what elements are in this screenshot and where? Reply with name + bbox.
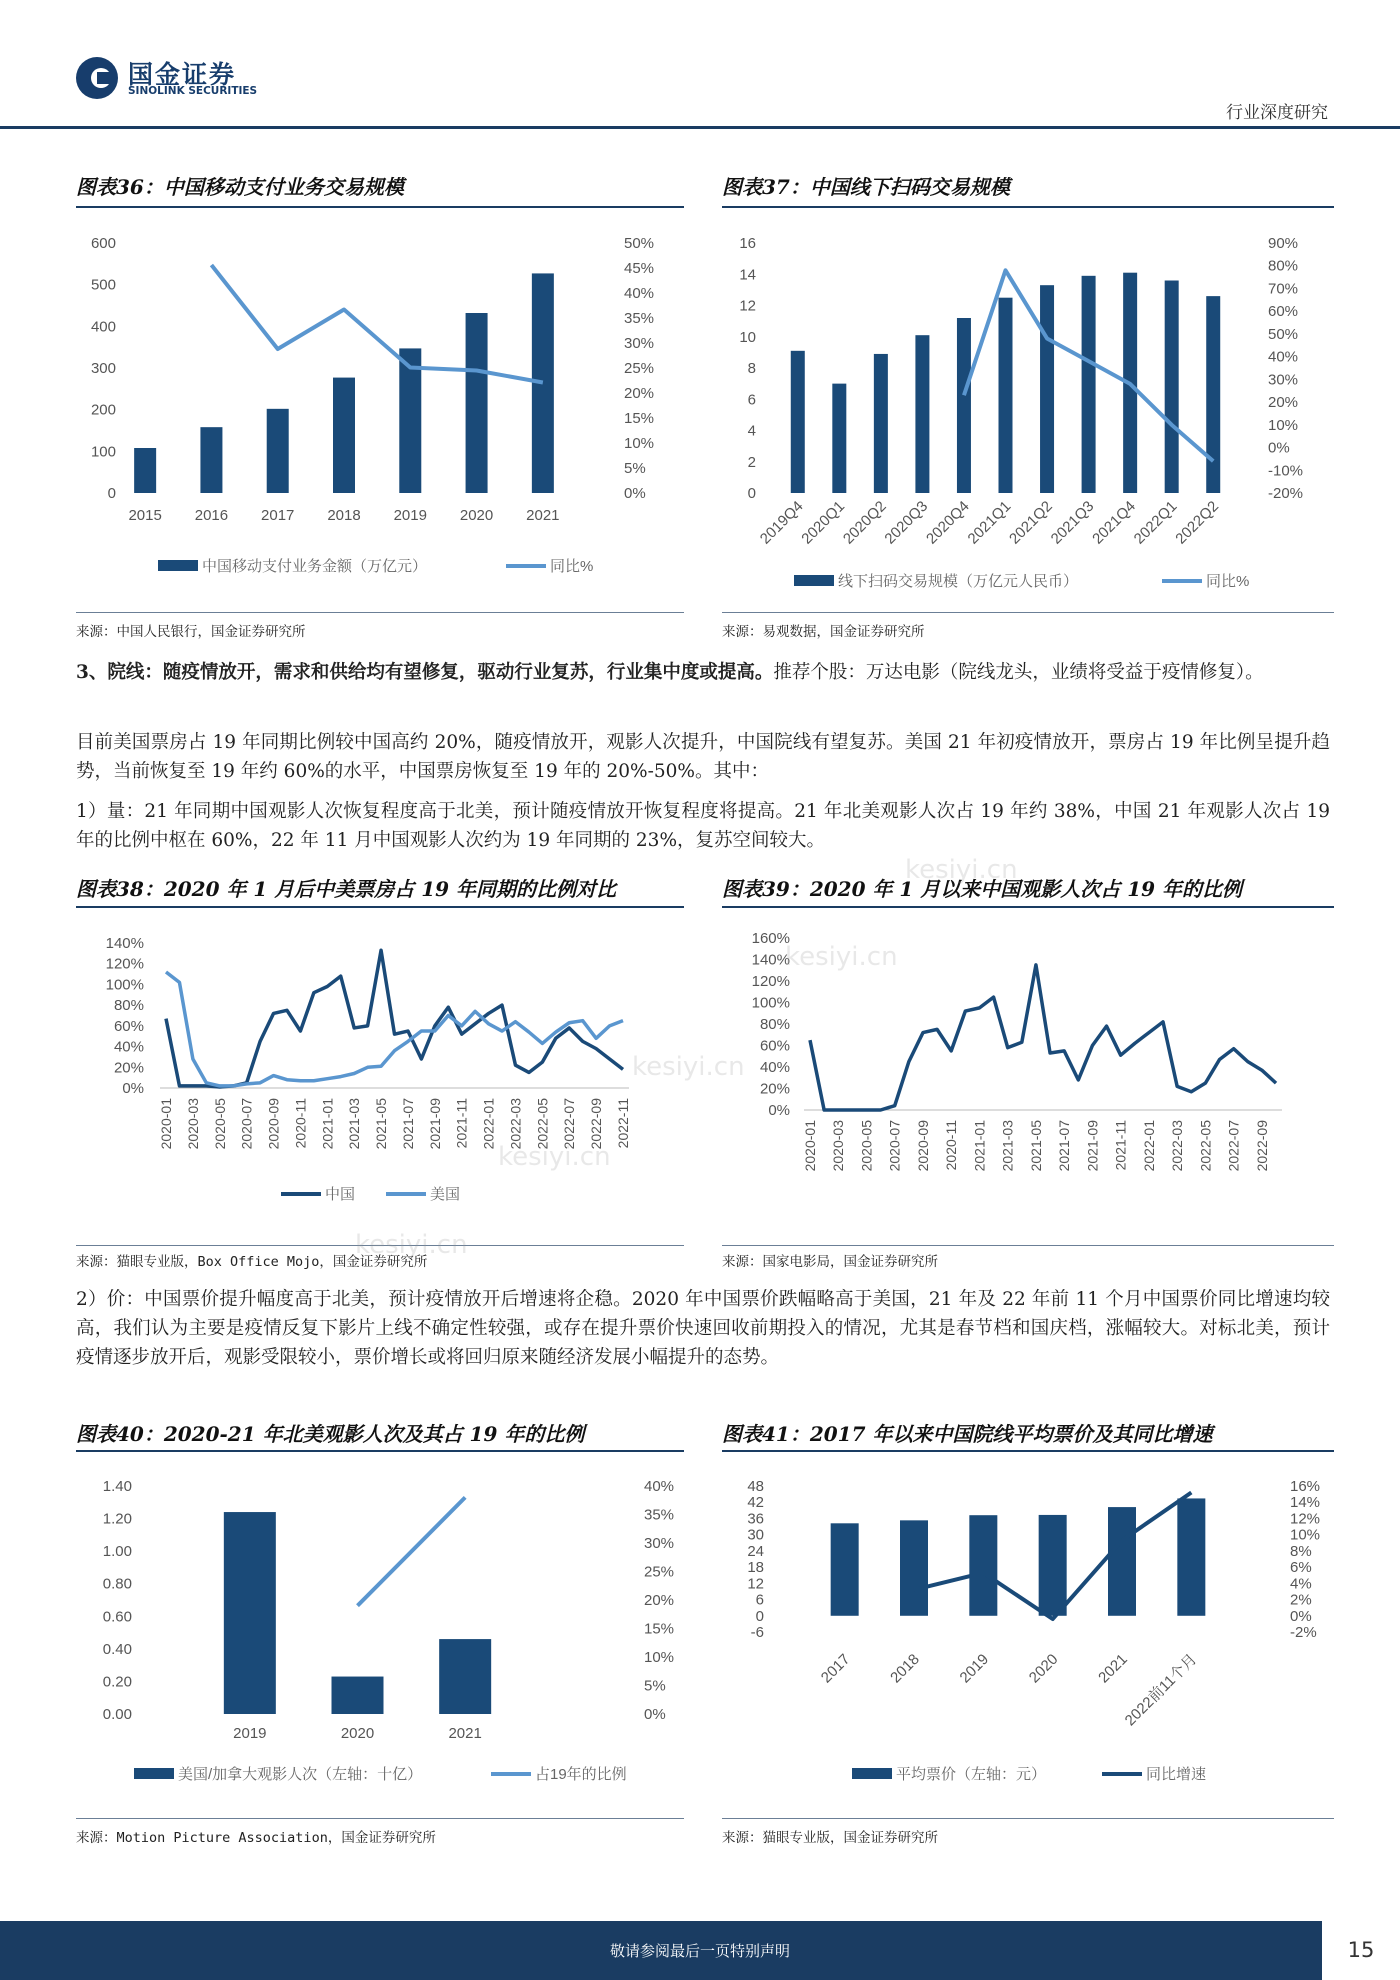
brand-name-cn: 国金证券 — [128, 60, 237, 89]
legend-label: 平均票价（左轴：元） — [896, 1766, 1047, 1783]
fig36-right-axis-tick-label: 35% — [624, 310, 655, 327]
fig36-category-label: 2020 — [459, 507, 494, 524]
watermark: kesiyi.cn — [355, 1230, 468, 1260]
fig41-right-axis-tick-label: 16% — [1290, 1478, 1321, 1495]
fig37-bar — [999, 298, 1013, 493]
brand-name-en: SINOLINK SECURITIES — [128, 85, 258, 97]
fig36-source: 来源：中国人民银行，国金证券研究所 — [76, 624, 306, 640]
fig40-right-axis-tick-label: 30% — [644, 1535, 675, 1552]
fig38-y-axis-tick-label: 20% — [113, 1059, 144, 1077]
fig37-bar — [915, 335, 929, 493]
fig40-bar — [332, 1677, 384, 1714]
fig36-right-axis-tick-label: 25% — [624, 360, 655, 377]
legend-label: 美国 — [430, 1186, 461, 1203]
legend-label: 中国 — [325, 1186, 356, 1203]
fig40-right-axis-tick-label: 40% — [644, 1478, 675, 1495]
fig39-y-axis-tick-label: 140% — [751, 951, 790, 969]
fig37-right-axis-tick-label: 70% — [1268, 280, 1299, 298]
page-number: 15 — [1322, 1921, 1400, 1980]
fig40-left-axis-tick-label: 0.60 — [102, 1608, 132, 1626]
fig37-title-rule — [722, 206, 1334, 208]
fig39-category-label: 2022-01 — [1140, 1120, 1157, 1172]
fig37-source: 来源：易观数据，国金证券研究所 — [722, 624, 925, 640]
fig38-category-label: 2022-07 — [561, 1098, 578, 1150]
fig36-bar — [466, 313, 488, 493]
paragraph-box-office-overview: 目前美国票房占 19 年同期比例较中国高约 20%，随疫情放开，观影人次提升，中国院线有望复苏。美国 21 年初疫情放开，票房占 19 年比例呈提升趋势，当前恢复至 19 年约 60%的水平，中国票房恢复至 19 年的 20%-50%。其中： — [76, 732, 1330, 782]
fig39-title-rule — [722, 906, 1334, 908]
fig38-category-label: 2020-07 — [238, 1098, 255, 1150]
fig39-category-label: 2021-03 — [999, 1120, 1016, 1172]
fig39-category-label: 2020-11 — [943, 1120, 960, 1171]
fig37-category-label: 2021Q1 — [964, 497, 1015, 548]
fig39-category-label: 2021-11 — [1112, 1120, 1129, 1171]
fig37-category-label: 2019Q4 — [756, 497, 807, 548]
fig38-category-label: 2020-05 — [211, 1098, 228, 1150]
fig36-category-label: 2017 — [261, 507, 295, 524]
fig37-chart — [722, 215, 1334, 607]
fig41-category-label: 2021 — [1095, 1650, 1131, 1687]
fig38-category-label: 2022-01 — [480, 1098, 497, 1150]
fig37-category-label: 2020Q2 — [839, 497, 890, 548]
fig37-right-axis-tick-label: 40% — [1268, 348, 1299, 366]
fig39-y-axis-tick-label: 40% — [759, 1059, 790, 1076]
fig38-y-axis-tick-label: 140% — [105, 935, 144, 952]
fig40-chart — [76, 1460, 684, 1815]
fig41-category-label: 2017 — [817, 1650, 854, 1687]
fig40-left-axis-tick-label: 0.40 — [102, 1640, 132, 1658]
paragraph-cinema-heading: 3、院线：随疫情放开，需求和供给均有望修复，驱动行业复苏，行业集中度或提高。 — [76, 662, 774, 683]
fig41-bar — [1039, 1515, 1067, 1616]
fig38-y-axis-tick-label: 80% — [113, 997, 144, 1015]
fig41-left-axis-tick-label: 48 — [747, 1478, 764, 1495]
fig37-right-axis-tick-label: 60% — [1268, 303, 1299, 321]
fig39-line-series — [810, 965, 1276, 1110]
fig38-title-rule — [76, 906, 684, 908]
fig41-bar — [900, 1520, 928, 1615]
fig40-left-axis-tick-label: 0.80 — [102, 1575, 132, 1593]
fig39-y-axis-tick-label: 80% — [759, 1016, 790, 1033]
fig36-right-axis-tick-label: 5% — [624, 460, 646, 477]
fig37-left-axis-tick-label: 0 — [747, 485, 756, 502]
fig36-line-series — [211, 265, 542, 383]
fig37-bar — [957, 318, 971, 493]
fig37-bar — [1165, 281, 1179, 494]
fig36-right-axis-tick-label: 50% — [624, 235, 655, 252]
fig36-category-label: 2021 — [526, 507, 560, 524]
fig38-category-label: 2020-09 — [265, 1098, 282, 1150]
fig37-left-axis-tick-label: 8 — [747, 360, 756, 377]
fig41-right-axis-tick-label: 0% — [1290, 1607, 1312, 1625]
fig40-category-label: 2019 — [233, 1725, 267, 1742]
fig37-left-axis-tick-label: 16 — [739, 235, 756, 252]
fig39-y-axis-tick-label: 120% — [751, 973, 790, 990]
fig41-bar — [1108, 1507, 1136, 1616]
fig36-right-axis-tick-label: 40% — [624, 285, 655, 302]
fig37-bar — [791, 351, 805, 493]
fig40-bar — [439, 1639, 491, 1714]
fig40-left-axis-tick-label: 0.00 — [102, 1706, 132, 1723]
fig41-left-axis-tick-label: 30 — [747, 1526, 764, 1544]
fig36-right-axis-tick-label: 45% — [624, 260, 655, 277]
fig36-right-axis-tick-label: 10% — [624, 435, 655, 452]
legend-swatch-bar — [794, 575, 834, 586]
fig41-left-axis-tick-label: 12 — [747, 1575, 764, 1593]
fig39-category-label: 2021-07 — [1056, 1120, 1073, 1172]
fig36-bar — [134, 448, 156, 493]
fig41-bar — [831, 1523, 859, 1615]
fig37-bottom-rule — [722, 612, 1334, 613]
paragraph-cinema-recommendation: 推荐个股：万达电影（院线龙头，业绩将受益于疫情修复）。 — [773, 662, 1264, 683]
fig38-category-label: 2022-11 — [615, 1098, 631, 1149]
fig39-bottom-rule — [722, 1245, 1334, 1246]
fig41-right-axis-tick-label: 6% — [1290, 1559, 1312, 1577]
watermark: kesiyi.cn — [632, 1052, 745, 1082]
fig38-line-series — [166, 950, 623, 1087]
fig37-left-axis-tick-label: 14 — [739, 266, 756, 284]
fig36-left-axis-tick-label: 400 — [90, 318, 116, 336]
fig36-category-label: 2015 — [128, 507, 162, 524]
fig39-category-label: 2020-05 — [858, 1120, 875, 1172]
fig36-chart — [76, 215, 684, 595]
fig39-category-label: 2021-05 — [1027, 1120, 1044, 1172]
fig38-category-label: 2021-07 — [399, 1098, 416, 1150]
fig37-bar — [1082, 276, 1096, 493]
fig41-category-label: 2022前11个月 — [1121, 1650, 1201, 1730]
fig38-chart — [76, 915, 684, 1245]
legend-label: 同比% — [550, 558, 594, 575]
legend-label: 占19年的比例 — [535, 1766, 627, 1783]
fig37-title: 图表37：中国线下扫码交易规模 — [722, 175, 1010, 199]
fig40-source: 来源：Motion Picture Association，国金证券研究所 — [76, 1830, 436, 1846]
fig36-bar — [267, 409, 289, 493]
fig37-right-axis-tick-label: -20% — [1268, 485, 1304, 502]
legend-swatch-bar — [158, 560, 198, 571]
fig36-bottom-rule — [76, 612, 684, 613]
fig37-right-axis-tick-label: 50% — [1268, 325, 1299, 343]
legend-swatch-bar — [134, 1768, 174, 1779]
paragraph-price: 2）价：中国票价提升幅度高于北美，预计疫情放开后增速将企稳。2020 年中国票价跌幅略高于美国，21 年及 22 年前 11 个月中国票价同比增速均较高，我们认为主要是疫情反复下影片上线不确定性较强，或存在提升票价快速回收前期投入的情况，尤其是春节档和国庆档，涨幅较大。对标北美，预计疫情逐步放开后，观影受限较小，票价增长或将回归原来随经济发展小幅提升的态势。 — [76, 1289, 1330, 1368]
fig41-title: 图表41：2017 年以来中国院线平均票价及其同比增速 — [722, 1422, 1213, 1446]
fig36-right-axis-tick-label: 20% — [624, 385, 655, 402]
fig39-y-axis-tick-label: 100% — [751, 994, 790, 1012]
fig37-bar — [1040, 285, 1054, 493]
legend-label: 中国移动支付业务金额（万亿元） — [202, 558, 428, 575]
fig36-bar — [399, 348, 421, 493]
fig38-y-axis-tick-label: 0% — [122, 1080, 144, 1097]
header-rule — [0, 126, 1400, 129]
fig39-category-label: 2020-03 — [830, 1120, 847, 1172]
fig41-left-axis-tick-label: 42 — [747, 1494, 764, 1512]
fig40-right-axis-tick-label: 20% — [644, 1592, 675, 1609]
fig37-category-label: 2021Q2 — [1006, 497, 1056, 548]
fig41-left-axis-tick-label: 18 — [747, 1559, 764, 1577]
fig38-source: 来源：猫眼专业版，Box Office Mojo，国金证券研究所 — [76, 1254, 428, 1270]
fig39-category-label: 2022-03 — [1169, 1120, 1186, 1172]
fig36-right-axis-tick-label: 15% — [624, 410, 655, 427]
watermark: kesiyi.cn — [785, 942, 898, 972]
fig37-right-axis-tick-label: 10% — [1268, 416, 1299, 434]
logo-mark-icon — [74, 55, 120, 101]
fig37-category-label: 2020Q4 — [923, 497, 973, 548]
fig36-right-axis-tick-label: 30% — [624, 335, 655, 352]
fig37-right-axis-tick-label: -10% — [1268, 462, 1304, 480]
fig38-category-label: 2020-01 — [158, 1098, 174, 1150]
fig37-category-label: 2021Q3 — [1047, 497, 1098, 548]
fig41-left-axis-tick-label: 0 — [755, 1607, 764, 1625]
fig37-category-label: 2020Q1 — [798, 497, 849, 548]
fig36-category-label: 2019 — [393, 507, 427, 524]
fig40-right-axis-tick-label: 0% — [644, 1706, 666, 1723]
fig40-right-axis-tick-label: 10% — [644, 1649, 675, 1666]
fig41-title-rule — [722, 1450, 1334, 1452]
fig41-chart — [722, 1460, 1334, 1815]
fig37-bar — [1206, 296, 1220, 493]
fig37-category-label: 2022Q1 — [1130, 497, 1181, 548]
fig37-right-axis-tick-label: 90% — [1268, 235, 1299, 252]
fig41-bar — [1177, 1498, 1205, 1615]
fig40-category-label: 2020 — [340, 1725, 375, 1742]
fig37-category-label: 2021Q4 — [1089, 497, 1139, 548]
fig36-right-axis-tick-label: 0% — [624, 485, 646, 502]
fig36-bar — [532, 273, 554, 493]
fig39-category-label: 2021-01 — [971, 1120, 988, 1172]
fig36-title: 图表36：中国移动支付业务交易规模 — [76, 175, 404, 199]
fig37-right-axis-tick-label: 0% — [1268, 439, 1290, 457]
fig41-category-label: 2019 — [956, 1650, 993, 1687]
fig37-left-axis-tick-label: 4 — [747, 422, 756, 440]
fig41-right-axis-tick-label: 10% — [1290, 1526, 1321, 1544]
legend-swatch-bar — [852, 1768, 892, 1779]
fig40-title-rule — [76, 1450, 684, 1452]
fig36-left-axis-tick-label: 600 — [90, 235, 116, 252]
fig39-y-axis-tick-label: 0% — [768, 1102, 790, 1119]
fig39-category-label: 2022-05 — [1197, 1120, 1214, 1172]
fig37-left-axis-tick-label: 6 — [747, 391, 756, 409]
fig41-right-axis-tick-label: -2% — [1290, 1624, 1317, 1641]
fig41-left-axis-tick-label: -6 — [750, 1624, 764, 1641]
fig37-bar — [832, 384, 846, 493]
fig40-line-series — [358, 1497, 466, 1605]
fig41-category-label: 2020 — [1025, 1650, 1062, 1687]
fig40-bottom-rule — [76, 1818, 684, 1819]
fig40-left-axis-tick-label: 1.40 — [102, 1478, 132, 1495]
fig40-right-axis-tick-label: 35% — [644, 1506, 675, 1524]
fig41-left-axis-tick-label: 24 — [747, 1542, 764, 1560]
legend-label: 线下扫码交易规模（万亿元人民币） — [838, 573, 1079, 590]
fig40-right-axis-tick-label: 15% — [644, 1620, 675, 1638]
fig38-y-axis-tick-label: 40% — [113, 1038, 144, 1056]
fig38-y-axis-tick-label: 120% — [105, 955, 144, 973]
fig40-left-axis-tick-label: 0.20 — [102, 1673, 132, 1691]
fig37-left-axis-tick-label: 2 — [747, 453, 756, 471]
legend-label: 美国/加拿大观影人次（左轴：十亿） — [178, 1766, 423, 1783]
fig38-category-label: 2022-09 — [588, 1098, 605, 1150]
fig41-right-axis-tick-label: 8% — [1290, 1542, 1312, 1560]
paragraph-volume: 1）量：21 年同期中国观影人次恢复程度高于北美，预计随疫情放开恢复程度将提高。21 年北美观影人次占 19 年约 38%，中国 21 年观影人次占 19 年的比例中枢在 60%，22 年 11 月中国观影人次约为 19 年同期的 23%，复苏空间较大。 — [76, 801, 1330, 851]
fig39-source: 来源：国家电影局，国金证券研究所 — [722, 1254, 938, 1270]
fig39-category-label: 2022-09 — [1253, 1120, 1270, 1172]
fig41-left-axis-tick-label: 36 — [747, 1510, 764, 1528]
report-type: 行业深度研究 — [1226, 103, 1328, 123]
fig36-left-axis-tick-label: 300 — [90, 360, 116, 377]
watermark: kesiyi.cn — [498, 1142, 611, 1172]
fig41-right-axis-tick-label: 14% — [1290, 1494, 1321, 1512]
fig37-bar — [874, 354, 888, 493]
fig39-y-axis-tick-label: 160% — [751, 930, 790, 947]
fig40-right-axis-tick-label: 5% — [644, 1677, 666, 1695]
fig39-title: 图表39：2020 年 1 月以来中国观影人次占 19 年的比例 — [722, 877, 1243, 901]
fig38-category-label: 2021-03 — [346, 1098, 363, 1150]
footer-disclaimer: 敬请参阅最后一页特别声明 — [609, 1942, 790, 1960]
fig40-title: 图表40：2020-21 年北美观影人次及其占 19 年的比例 — [76, 1422, 585, 1446]
fig37-left-axis-tick-label: 10 — [739, 328, 756, 346]
fig41-source: 来源：猫眼专业版，国金证券研究所 — [722, 1830, 938, 1846]
fig37-category-label: 2020Q3 — [881, 497, 932, 548]
fig40-left-axis-tick-label: 1.20 — [102, 1510, 132, 1528]
fig39-category-label: 2020-07 — [886, 1120, 903, 1172]
fig38-title: 图表38：2020 年 1 月后中美票房占 19 年同期的比例对比 — [76, 877, 617, 901]
fig36-bar — [333, 378, 355, 493]
legend-label: 同比% — [1206, 573, 1250, 590]
fig37-right-axis-tick-label: 80% — [1268, 257, 1299, 275]
fig40-right-axis-tick-label: 25% — [644, 1563, 675, 1581]
fig38-category-label: 2021-01 — [319, 1098, 336, 1150]
fig41-right-axis-tick-label: 2% — [1290, 1591, 1312, 1609]
fig38-category-label: 2022-03 — [507, 1098, 524, 1150]
fig36-category-label: 2018 — [327, 507, 361, 524]
fig38-category-label: 2020-03 — [184, 1098, 201, 1150]
fig39-y-axis-tick-label: 60% — [759, 1037, 790, 1055]
company-logo — [74, 55, 314, 101]
fig36-left-axis-tick-label: 500 — [90, 276, 116, 294]
fig36-title-rule — [76, 206, 684, 208]
fig40-category-label: 2021 — [448, 1725, 482, 1742]
fig38-y-axis-tick-label: 60% — [113, 1017, 144, 1035]
fig37-right-axis-tick-label: 20% — [1268, 394, 1299, 412]
fig36-left-axis-tick-label: 100 — [90, 443, 116, 461]
fig38-category-label: 2021-11 — [453, 1098, 470, 1149]
fig38-category-label: 2021-05 — [373, 1098, 390, 1150]
fig38-category-label: 2022-05 — [534, 1098, 551, 1150]
watermark: kesiyi.cn — [905, 855, 1018, 885]
fig39-category-label: 2022-07 — [1225, 1120, 1242, 1172]
fig36-left-axis-tick-label: 200 — [90, 401, 116, 419]
fig37-left-axis-tick-label: 12 — [739, 297, 756, 315]
fig38-category-label: 2020-11 — [292, 1098, 309, 1149]
fig36-bar — [200, 427, 222, 493]
fig41-bar — [969, 1515, 997, 1616]
fig41-left-axis-tick-label: 6 — [755, 1591, 764, 1609]
fig39-category-label: 2020-01 — [802, 1120, 818, 1172]
fig41-right-axis-tick-label: 4% — [1290, 1575, 1312, 1593]
fig41-right-axis-tick-label: 12% — [1290, 1510, 1321, 1528]
fig39-category-label: 2020-09 — [914, 1120, 931, 1172]
fig36-left-axis-tick-label: 0 — [107, 485, 116, 502]
fig39-y-axis-tick-label: 20% — [759, 1080, 790, 1098]
fig36-category-label: 2016 — [194, 507, 229, 524]
fig41-bottom-rule — [722, 1818, 1334, 1819]
fig39-category-label: 2021-09 — [1084, 1120, 1101, 1172]
fig37-right-axis-tick-label: 30% — [1268, 371, 1299, 389]
legend-label: 同比增速 — [1146, 1766, 1207, 1783]
fig38-category-label: 2021-09 — [426, 1098, 443, 1150]
paragraph-cinema-section — [76, 658, 1330, 687]
fig40-left-axis-tick-label: 1.00 — [102, 1543, 132, 1561]
fig37-category-label: 2022Q2 — [1172, 497, 1223, 548]
fig38-y-axis-tick-label: 100% — [105, 976, 144, 994]
fig41-category-label: 2018 — [887, 1650, 923, 1687]
fig40-bar — [224, 1512, 276, 1714]
